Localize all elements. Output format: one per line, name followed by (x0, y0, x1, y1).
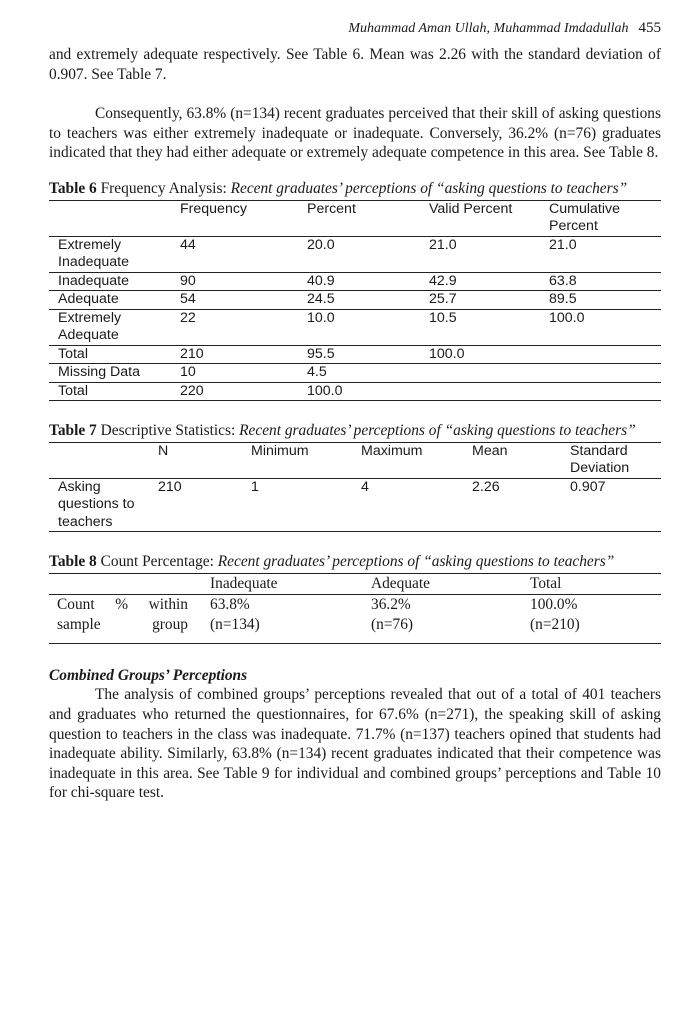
table-cell: Asking questions to teachers (49, 478, 149, 532)
cell-percent: 36.2% (371, 595, 411, 613)
table-cell: Extremely Adequate (49, 309, 171, 345)
table-6-header-cell: Frequency (171, 200, 298, 236)
table-cell (540, 382, 661, 401)
table-cell (540, 345, 661, 364)
table-cell: 0.907 (561, 478, 661, 532)
table-8-header-cell: Total (522, 573, 661, 594)
table-row (49, 272, 661, 291)
table-row (49, 309, 661, 345)
table-7-header-cell: Mean (463, 442, 561, 478)
table-7-label: Table 7 (49, 422, 97, 440)
table-7-header-cell: Maximum (352, 442, 463, 478)
table-cell: Missing Data (49, 364, 171, 383)
table-7-title: Descriptive Statistics: (100, 422, 236, 440)
table-cell: 4.5 (298, 364, 420, 383)
table-cell: 220 (171, 382, 298, 401)
table-cell: 22 (171, 309, 298, 345)
table-6-title: Frequency Analysis: (100, 179, 227, 197)
table-row (49, 236, 661, 272)
table-cell: 25.7 (420, 291, 540, 310)
cell-count: (n=134) (210, 615, 260, 633)
table-7-caption (49, 421, 661, 441)
cell-percent: 100.0% (530, 595, 578, 613)
table-cell (420, 364, 540, 383)
table-8-header-cell: Inadequate (202, 573, 363, 594)
paragraph-1: and extremely adequate respectively. See Table 6. Mean was 2.26 with the standard deviation of 0.907. See Table 7. (49, 46, 661, 83)
table-cell: Total (49, 382, 171, 401)
table-8-title: Count Percentage: (100, 553, 214, 571)
table-cell: 2.26 (463, 478, 561, 532)
cell-count: (n=210) (530, 615, 580, 633)
table-7-header-cell: N (149, 442, 242, 478)
section-heading: Combined Groups’ Perceptions (49, 666, 248, 684)
table-cell: Extremely Inadequate (49, 236, 171, 272)
table-cell: 89.5 (540, 291, 661, 310)
table-cell: 210 (171, 345, 298, 364)
table-6-caption (49, 179, 661, 199)
table-row (49, 291, 661, 310)
page-number: 455 (638, 20, 661, 36)
table-6-header-row (49, 200, 661, 236)
table-8-header-cell: Adequate (363, 573, 522, 594)
table-7-title-italic: Recent graduates’ perceptions of “asking questions to teachers” (239, 422, 636, 440)
table-row (49, 594, 661, 643)
table-cell: 63.8 (540, 272, 661, 291)
table-6-header-cell: Cumulative Percent (540, 200, 661, 236)
table-7-header-cell: Minimum (242, 442, 352, 478)
table-cell (522, 594, 661, 643)
table-cell: 40.9 (298, 272, 420, 291)
table-8-header-cell (49, 573, 202, 594)
page (49, 18, 661, 803)
table-8-caption (49, 552, 661, 572)
table-6-header-cell: Percent (298, 200, 420, 236)
table-6-header-cell: Valid Percent (420, 200, 540, 236)
table-cell: 4 (352, 478, 463, 532)
table-cell: Count % within sample group (49, 594, 202, 643)
table-7-header-cell (49, 442, 149, 478)
table-cell: 21.0 (540, 236, 661, 272)
table-cell (540, 364, 661, 383)
table-cell: 90 (171, 272, 298, 291)
cell-count: (n=76) (371, 615, 414, 633)
table-cell: 10 (171, 364, 298, 383)
table-row (49, 345, 661, 364)
table-8-label: Table 8 (49, 553, 97, 571)
table-cell: 21.0 (420, 236, 540, 272)
table-cell (363, 594, 522, 643)
table-7 (49, 442, 661, 533)
table-row (49, 364, 661, 383)
table-cell: Inadequate (49, 272, 171, 291)
table-cell: 54 (171, 291, 298, 310)
section-paragraph: The analysis of combined groups’ perceptions revealed that out of a total of 401 teachers and graduates who returned the questionnaires, for 67.6% (n=271), the speaking skill of asking question to teachers in the class was inadequate. 71.7% (n=137) teachers opined that students had inadequate ability. Similarly, 63.8% (n=134) recent graduates indicated that their competence was inadequate in this area. See Table 9 for individual and combined groups’ perceptions and Table 10 for chi-square test. (49, 686, 661, 802)
cell-percent: 63.8% (210, 595, 250, 613)
table-cell: 100.0 (540, 309, 661, 345)
table-cell: 10.0 (298, 309, 420, 345)
table-cell: 42.9 (420, 272, 540, 291)
table-cell (202, 594, 363, 643)
table-cell: 210 (149, 478, 242, 532)
table-8-title-italic: Recent graduates’ perceptions of “asking questions to teachers” (217, 553, 615, 571)
running-header (49, 18, 661, 39)
table-6 (49, 200, 661, 402)
table-cell: 20.0 (298, 236, 420, 272)
table-7-header-cell: Standard Deviation (561, 442, 661, 478)
table-6-title-italic: Recent graduates’ perceptions of “asking questions to teachers” (230, 179, 628, 197)
paragraph-2: Consequently, 63.8% (n=134) recent graduates perceived that their skill of asking questions to teachers was either extremely inadequate or inadequate. Conversely, 36.2% (n=76) graduates indicated that they had either adequate or extremely adequate competence in this area. See Table 8. (49, 105, 661, 162)
table-row (49, 382, 661, 401)
table-cell: Adequate (49, 291, 171, 310)
table-cell: 44 (171, 236, 298, 272)
table-cell: 100.0 (420, 345, 540, 364)
header-authors: Muhammad Aman Ullah, Muhammad Imdadullah (348, 21, 629, 36)
table-cell: Total (49, 345, 171, 364)
table-row (49, 478, 661, 532)
table-8 (49, 573, 661, 644)
table-6-header-cell (49, 200, 171, 236)
table-cell (420, 382, 540, 401)
table-cell: 10.5 (420, 309, 540, 345)
table-cell: 95.5 (298, 345, 420, 364)
table-cell: 100.0 (298, 382, 420, 401)
table-cell: 24.5 (298, 291, 420, 310)
table-6-label: Table 6 (49, 179, 97, 197)
table-cell: 1 (242, 478, 352, 532)
table-7-header-row (49, 442, 661, 478)
table-8-header-row (49, 573, 661, 594)
